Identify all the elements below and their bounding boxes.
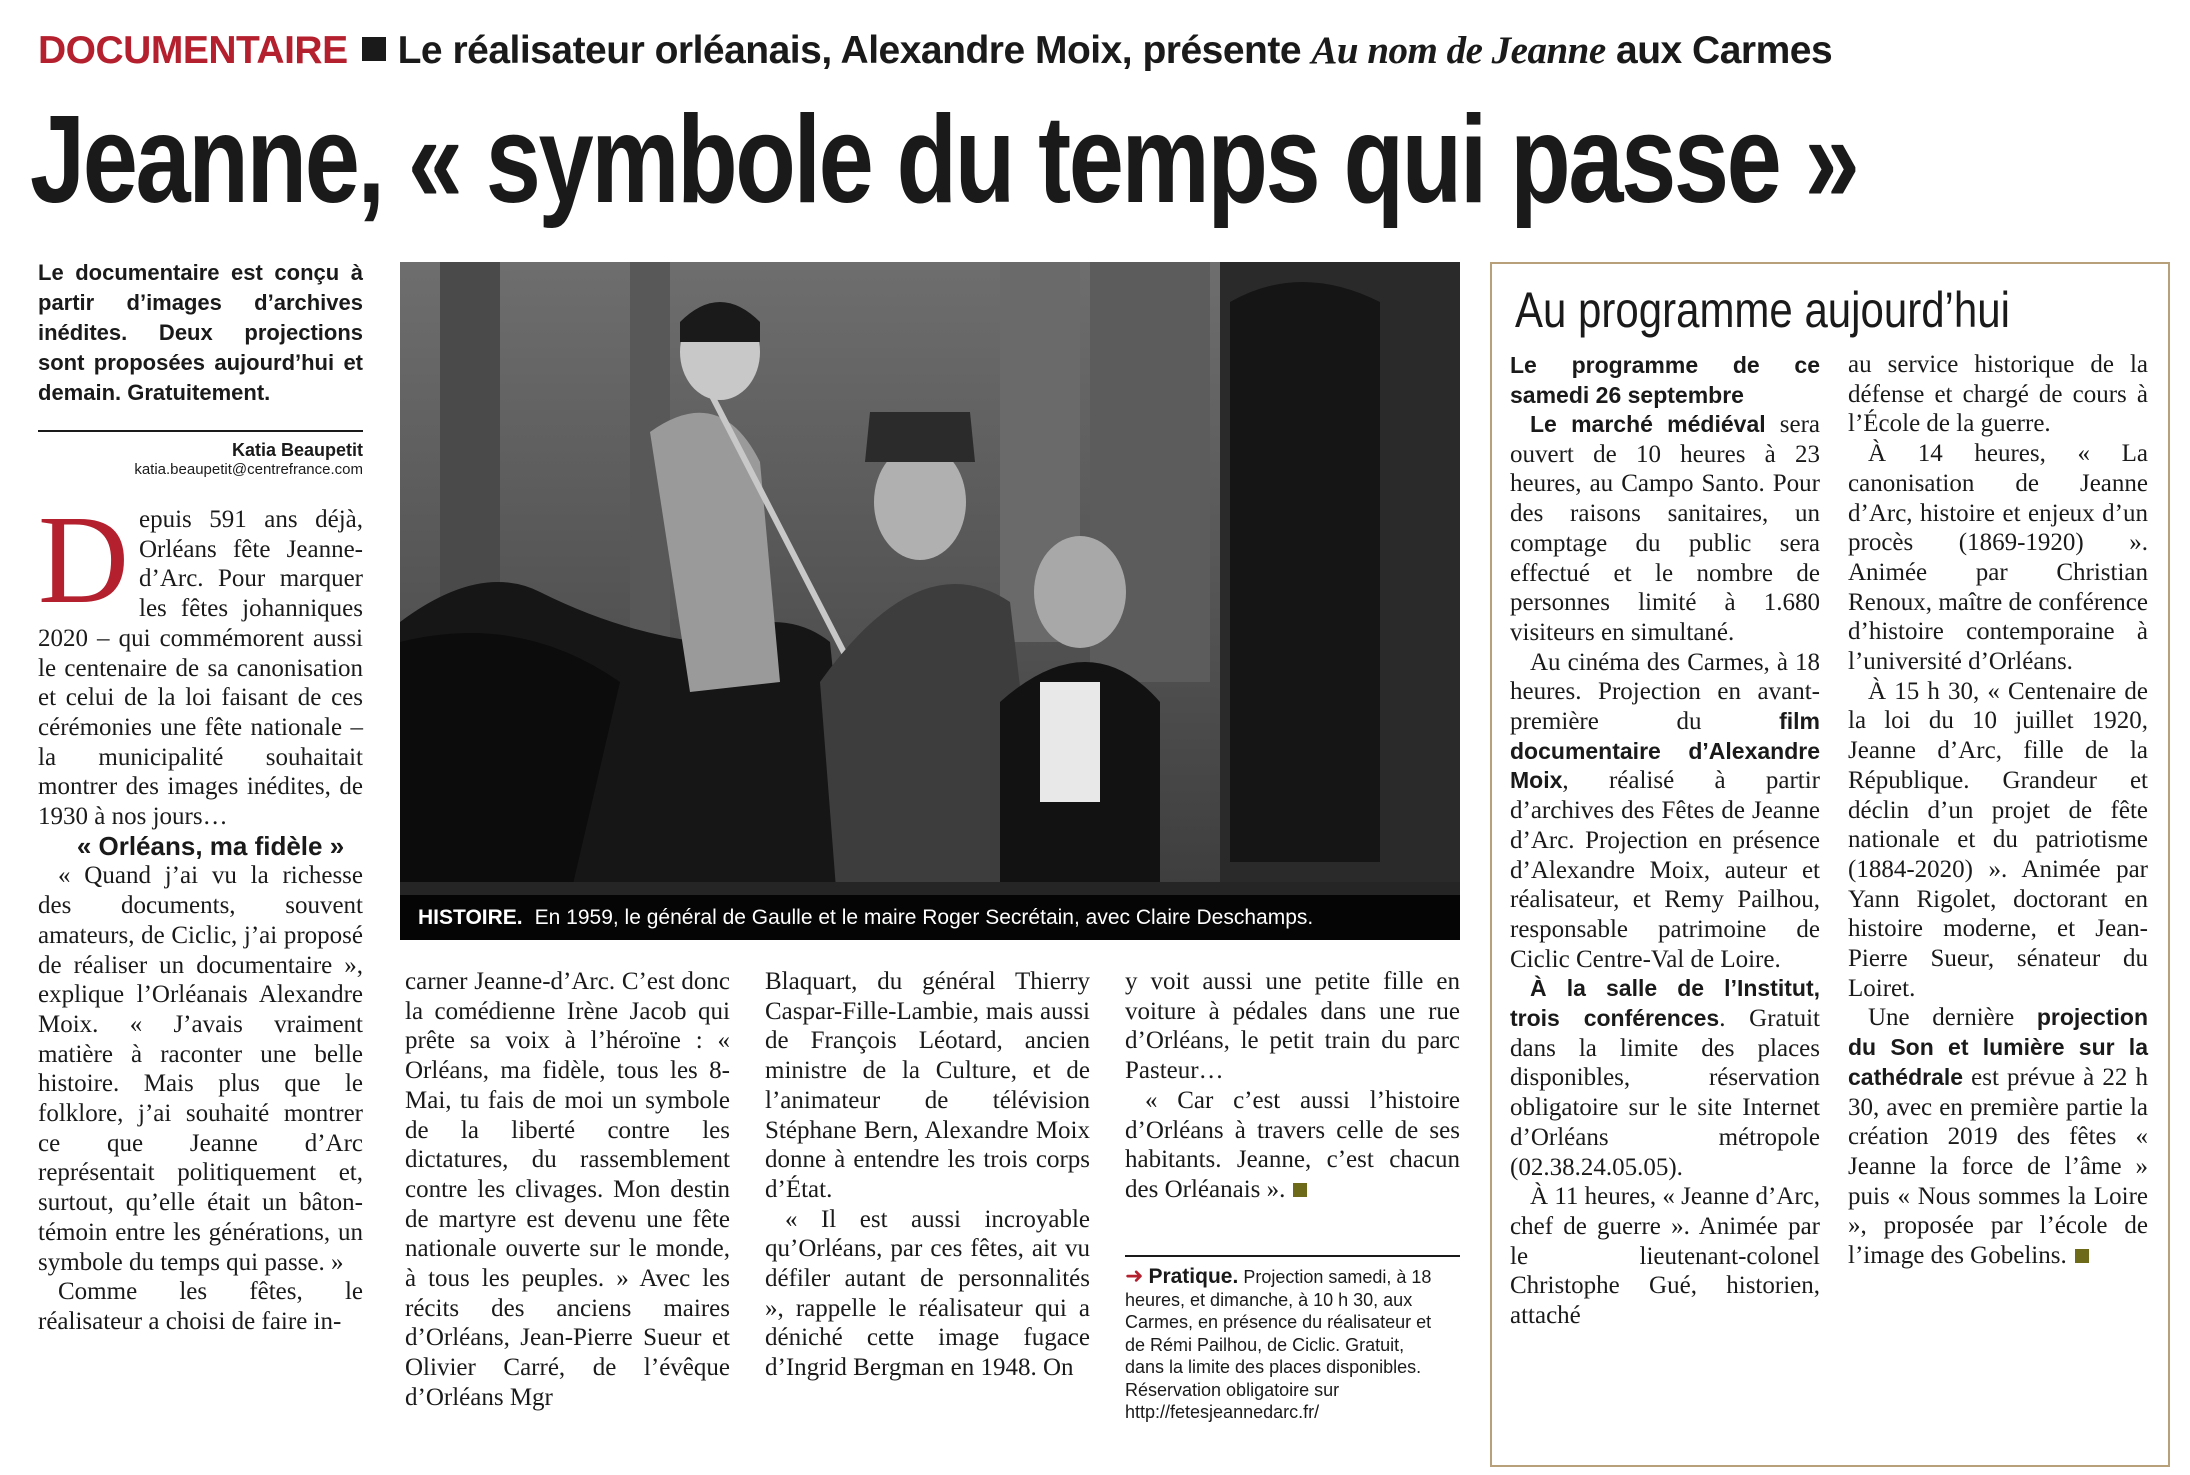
intro-paragraph: Depuis 591 ans déjà, Orléans fête Jeanne-d’Arc. Pour marquer les fêtes johanniques 2020 – qui commémorent aussi le centenaire de sa canonisation et celui de la loi faisant de ces cérémonies une fête nationale – la municipalité souhaitait montrer des images inédites, de 1930 à nos jours…: [38, 491, 363, 831]
square-bullet-icon: [362, 37, 386, 61]
paragraph: Le marché médiéval sera ouvert de 10 heures à 23 heures, au Campo Santo. Pour des raisons sanitaires, un comptage du public sera effectué et le nombre de personnes limité à 1.680 visiteurs en simultané.: [1510, 411, 1820, 646]
paragraph: carner Jeanne-d’Arc. C’est donc la comédienne Irène Jacob qui prête sa voix à l’héroïne : « Orléans, ma fidèle, tous les 8-Mai, tu fais de moi un symbole de la liberté contre les dictatures, du rassemblement contre les clivages. Mon destin de martyre est devenu une fête nationale ouverte sur le monde, à tous les peuples. » Avec les récits des anciens maires d’Orléans, Jean-Pierre Sueur et Olivier Carré, de l’évêque d’Orléans Mgr: [405, 968, 730, 1411]
photo: [400, 262, 1460, 940]
paragraph: À 11 heures, « Jeanne d’Arc, chef de guerre ». Animée par le lieutenant-colonel Christophe Gué, historien, attaché: [1510, 1183, 1820, 1330]
article-column-4: [1125, 967, 1460, 1205]
paragraph: « Il est aussi incroyable qu’Orléans, par ces fêtes, ait vu défiler autant de personnalités », rappelle le réalisateur qui a déniché cette image fugace d’Ingrid Bergman en 1948. On: [765, 1205, 1090, 1382]
paragraph: « Car c’est aussi l’histoire d’Orléans à travers celle de ses habitants. Jeanne, c’est chacun des Orléanais ».: [1125, 1086, 1460, 1203]
kicker-text-before: Le réalisateur orléanais, Alexandre Moix, présente: [397, 29, 1312, 72]
paragraph: À la salle de l’Institut, trois conférences. Gratuit dans la limite des places disponibles, réservation obligatoire sur le site Internet d’Orléans métropole (02.38.24.05.05).: [1510, 975, 1820, 1181]
author-name: Katia Beaupetit: [231, 440, 363, 460]
author-email: katia.beaupetit@centrefrance.com: [134, 461, 363, 478]
paragraph: au service historique de la défense et chargé de cours à l’École de la guerre.: [1848, 351, 2148, 438]
paragraph: Comme les fêtes, le réalisateur a choisi de faire in-: [38, 1278, 363, 1335]
article-column-1: [38, 491, 363, 1337]
chapo: Le documentaire est conçu à partir d’images d’archives inédites. Deux projections sont proposées aujourd’hui et demain. Gratuitement.: [38, 260, 363, 405]
paragraph: À 15 h 30, « Centenaire de la loi du 10 juillet 1920, Jeanne d’Arc, fille de la République. Grandeur et déclin d’un projet de fête nationale et du patriotisme (1884-2020) ». Animée par Yann Rigolet, doctorant en histoire moderne, et Jean-Pierre Sueur, sénateur du Loiret.: [1848, 677, 2148, 1002]
paragraph: y voit aussi une petite fille en voiture à pédales dans une rue d’Orléans, le petit train du parc Pasteur…: [1125, 968, 1460, 1085]
caption-label: HISTOIRE.: [418, 906, 523, 929]
pratique-box: [1125, 1265, 1445, 1424]
article-column-3: [765, 967, 1090, 1383]
dropcap: D: [38, 491, 129, 630]
headline: Jeanne, « symbole du temps qui passe »: [30, 91, 1858, 229]
end-mark-icon: [2075, 1249, 2089, 1263]
programme-subtitle: Le programme de ce samedi 26 septembre: [1510, 352, 1820, 408]
paragraph: Au cinéma des Carmes, à 18 heures. Projection en avant-première du film documentaire d’Alexandre Moix, réalisé à partir d’archives des Fêtes de Jeanne d’Arc. Projection en présence d’Alexandre Moix, auteur et réalisateur, et Remy Pailhou, responsable patrimoine de Ciclic Centre-Val de Loire.: [1510, 648, 1820, 973]
byline: [38, 430, 363, 478]
rubric-label: DOCUMENTAIRE: [38, 29, 348, 72]
paragraph: Une dernière projection du Son et lumière sur la cathédrale est prévue à 22 h 30, avec en première partie la création 2019 des fêtes « Jeanne la force de l’âme » puis « Nous sommes la Loire », proposée par l’école de l’image des Gobelins.: [1848, 1004, 2148, 1270]
pratique-rule: [1125, 1255, 1460, 1257]
programme-title: Au programme aujourd’hui: [1515, 282, 2010, 338]
paragraph: À 14 heures, « La canonisation de Jeanne d’Arc, histoire et enjeux d’un procès (1869-1920) ». Animée par Christian Renoux, maître de conférence d’histoire contemporaine à l’université d’Orléans.: [1848, 440, 2148, 676]
archive-photo-illustration: [400, 262, 1460, 940]
intertitle: « Orléans, ma fidèle »: [76, 830, 345, 861]
paragraph: « Quand j’ai vu la richesse des documents, souvent amateurs, de Ciclic, j’ai proposé de réaliser un documentaire », explique l’Orléanais Alexandre Moix. « J’avais vraiment matière à raconter une belle histoire. Mais plus que le folklore, j’ai souhaité montrer ce que Jeanne d’Arc représentait politiquement et, surtout, qu’elle était un bâton-témoin entre les générations, un symbole du temps qui passe. »: [38, 862, 363, 1276]
end-mark-icon: [1293, 1183, 1307, 1197]
film-title: Au nom de Jeanne: [1311, 29, 1606, 72]
paragraph: Blaquart, du général Thierry Caspar-Fille-Lambie, mais aussi de François Léotard, ancien ministre de la Culture, et de l’animateur de télévision Stéphane Bern, Alexandre Moix donne à entendre les trois corps d’État.: [765, 968, 1090, 1203]
pratique-label: Pratique.: [1148, 1265, 1239, 1288]
caption-text: En 1959, le général de Gaulle et le maire Roger Secrétain, avec Claire Deschamps.: [534, 906, 1314, 929]
arrow-right-icon: ➜: [1125, 1263, 1144, 1288]
programme-column-1: [1510, 350, 1820, 1331]
kicker: [38, 28, 1832, 73]
article-column-2: [405, 967, 730, 1413]
photo-caption: [400, 895, 1460, 940]
pratique-text: Projection samedi, à 18 heures, et dimanche, à 10 h 30, aux Carmes, en présence du réalisateur et de Rémi Pailhou, de Ciclic. Gratuit, dans la limite des places disponibles. Réservation obligatoire sur http://fetesjeannedarc.fr/: [1125, 1267, 1432, 1422]
programme-column-2: [1848, 350, 2148, 1271]
kicker-text-after: aux Carmes: [1605, 29, 1833, 72]
